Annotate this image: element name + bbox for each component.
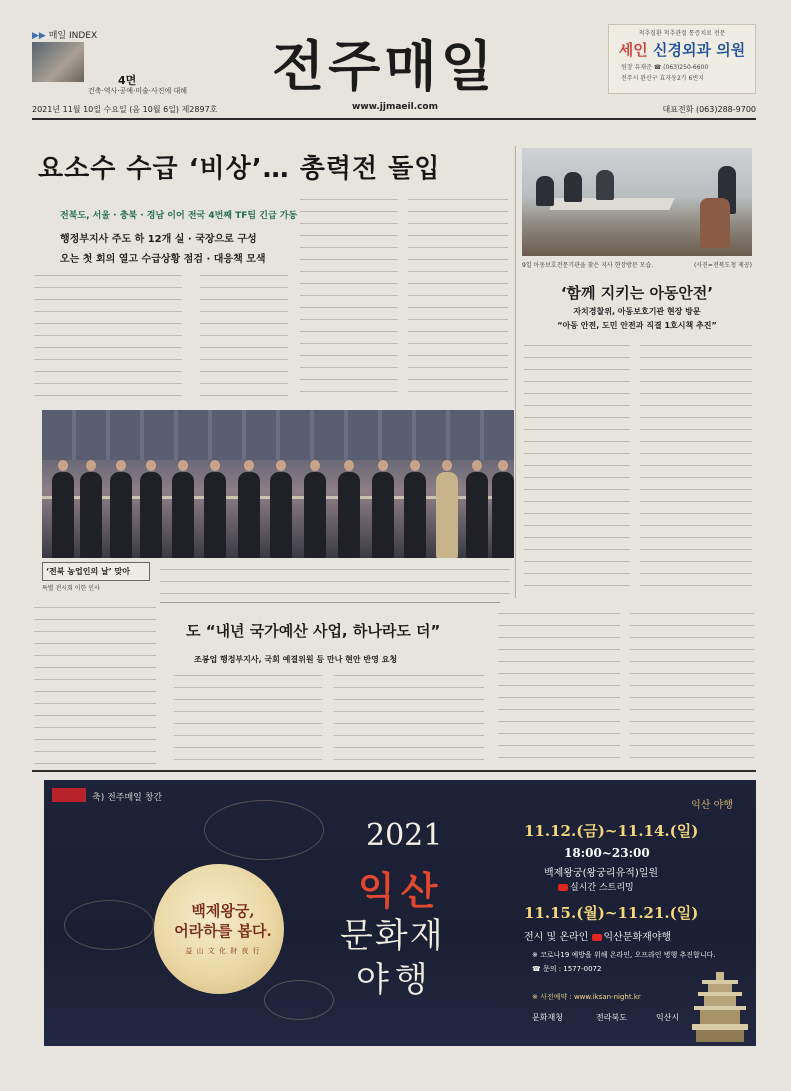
issue-date: 2021년 11월 10일 수요일 (음 10월 6일) 제2897호	[32, 105, 218, 114]
pagoda-icon	[692, 970, 748, 1042]
youtube-icon	[558, 884, 568, 891]
clinic-line2: 전주시 완산구 효자동2가 6번지	[621, 75, 704, 82]
photo-person	[110, 472, 132, 558]
lead-column-4	[408, 196, 508, 396]
photo-person-head	[410, 460, 420, 471]
second-left-column	[34, 604, 156, 764]
right-headline: ‘함께 지키는 아동안전’	[560, 284, 714, 302]
second-column-1	[174, 672, 322, 766]
clinic-name-a: 세인	[618, 41, 648, 59]
photo-person-head	[442, 460, 452, 471]
index-thumbnail	[32, 42, 84, 82]
caption-text: 9일 아동보호전문기관을 찾은 지사 현장방문 모습.	[522, 262, 654, 269]
contact-info: ☎ 문의 : 1577-0072	[532, 965, 602, 973]
moon-line-2: 어라하를 봅다.	[174, 922, 272, 940]
photo-person	[172, 472, 194, 558]
venue-1: 백제왕궁(왕궁리유적)일원	[544, 868, 659, 879]
photo-person	[80, 472, 102, 558]
lead-subhead: 전북도, 서울 · 충북 · 경남 이어 전국 4번째 TF팀 긴급 가동	[60, 211, 298, 221]
photo-credit: (사진=전북도청 제공)	[694, 262, 752, 269]
photo-person	[372, 472, 394, 558]
right-deck-2: “아동 안전, 도민 안전과 직결 1호시책 추진”	[557, 321, 717, 330]
photo-person-head	[86, 460, 96, 471]
newspaper-title: 전주매일	[272, 35, 497, 98]
photo-person-head	[244, 460, 254, 471]
photo-person-head	[472, 460, 482, 471]
lead-deck-1: 행정부지사 주도 하 12개 실 · 국장으로 구성	[60, 234, 257, 245]
index-page: 4면	[118, 74, 137, 87]
reservation-web: ※ 사전예약 : www.iksan-night.kr	[532, 993, 641, 1001]
play-icon: ▶▶	[32, 31, 46, 41]
photo-person	[140, 472, 162, 558]
main-phone: 대표전화 (063)288-9700	[662, 105, 756, 114]
moon-line-1: 백제왕궁,	[191, 902, 255, 920]
ribbon-cutting-photo	[42, 410, 514, 558]
clinic-ad	[608, 24, 756, 94]
index-description: 건축·역사·공예·미술·사진에 대해	[88, 87, 188, 95]
festival-title-2: 문화재	[340, 916, 445, 956]
festival-year: 2021	[366, 818, 443, 853]
venue-2: 전시 및 온라인	[524, 932, 589, 943]
second-column-3	[498, 610, 620, 766]
clinic-name-b: 신경외과 의원	[653, 41, 746, 59]
second-headline: 도 “내년 국가예산 사업, 하나라도 더”	[186, 622, 441, 640]
child-safety-photo	[522, 148, 752, 256]
right-column-1	[524, 342, 630, 594]
photo-person-head	[210, 460, 220, 471]
lead-column-2	[200, 272, 288, 396]
lead-column-3	[300, 196, 398, 396]
photo-person	[270, 472, 292, 558]
lead-deck-2: 오는 첫 회의 열고 수급상황 점검 · 대응책 모색	[60, 254, 266, 265]
covid-note: ※ 코로나19 예방을 위해 온라인, 오프라인 병행 추진합니다.	[532, 951, 716, 959]
index-box	[32, 28, 188, 98]
photo-person-head	[116, 460, 126, 471]
photo-person-head	[146, 460, 156, 471]
lead-column-1	[34, 272, 182, 396]
time-range: 18:00~23:00	[564, 846, 650, 860]
photo-person-head	[178, 460, 188, 471]
moon-small-text: 益 山 文 化 財 夜 行	[185, 947, 261, 955]
photo-person-head	[498, 460, 508, 471]
photo-person	[492, 472, 514, 558]
dateline	[32, 104, 756, 120]
website-url: www.jjmaeil.com	[352, 102, 438, 112]
festival-brand-mark: 익산 야행	[691, 800, 733, 811]
festival-title-1: 익산	[358, 868, 444, 913]
sponsor-1: 문화재청	[532, 1013, 563, 1022]
photo-person	[436, 472, 458, 558]
second-column-2	[334, 672, 484, 766]
photo-person-head	[378, 460, 388, 471]
photo-person-head	[344, 460, 354, 471]
festival-advertisement	[44, 780, 756, 1046]
photo-caption-sub: 특별 전시회 이한 인사	[42, 585, 100, 592]
photo-person	[238, 472, 260, 558]
photo-caption-title: ‘전북 농업인의 날’ 맞아	[42, 562, 150, 581]
child-safety-caption	[522, 260, 752, 269]
index-label: 매일 INDEX	[48, 31, 98, 41]
column-divider	[515, 146, 516, 598]
clinic-ad-top: 척추질환 척추관절 통증치료 전문	[638, 30, 726, 37]
stream-2: 익산문화재야행	[603, 932, 672, 943]
stream-1: 실시간 스트리밍	[570, 883, 634, 893]
ad-congrats: 축) 전주매일 창간	[92, 793, 163, 803]
photo-person	[304, 472, 326, 558]
photo-person	[404, 472, 426, 558]
photo-person-head	[310, 460, 320, 471]
photo-person-head	[58, 460, 68, 471]
festival-title-3: 야행	[356, 960, 434, 1000]
second-deck: 조봉업 행정부지사, 국회 예결위원 등 만나 현안 반영 요청	[194, 655, 398, 664]
photo-person	[338, 472, 360, 558]
date-range-1: 11.12.(금)~11.14.(일)	[524, 822, 699, 840]
sponsor-3: 익산시	[656, 1013, 680, 1022]
newspaper-logo-mark	[52, 788, 86, 802]
photo-person	[466, 472, 488, 558]
photo-person	[52, 472, 74, 558]
second-column-4	[630, 610, 754, 766]
clinic-line1: 원장 유재준 ☎ (063)250-6600	[621, 64, 709, 71]
lead-headline: 요소수 수급 ‘비상’… 총력전 돌입	[38, 154, 441, 184]
right-deck-1: 자치경찰위, 아동보호기관 현장 방문	[573, 307, 701, 316]
date-range-2: 11.15.(월)~11.21.(일)	[524, 904, 699, 922]
sponsor-2: 전라북도	[596, 1013, 627, 1022]
photo-person-head	[276, 460, 286, 471]
right-column-2	[640, 342, 752, 594]
photo-caption-body	[160, 566, 510, 594]
youtube-icon-2	[592, 934, 602, 941]
photo-person	[204, 472, 226, 558]
